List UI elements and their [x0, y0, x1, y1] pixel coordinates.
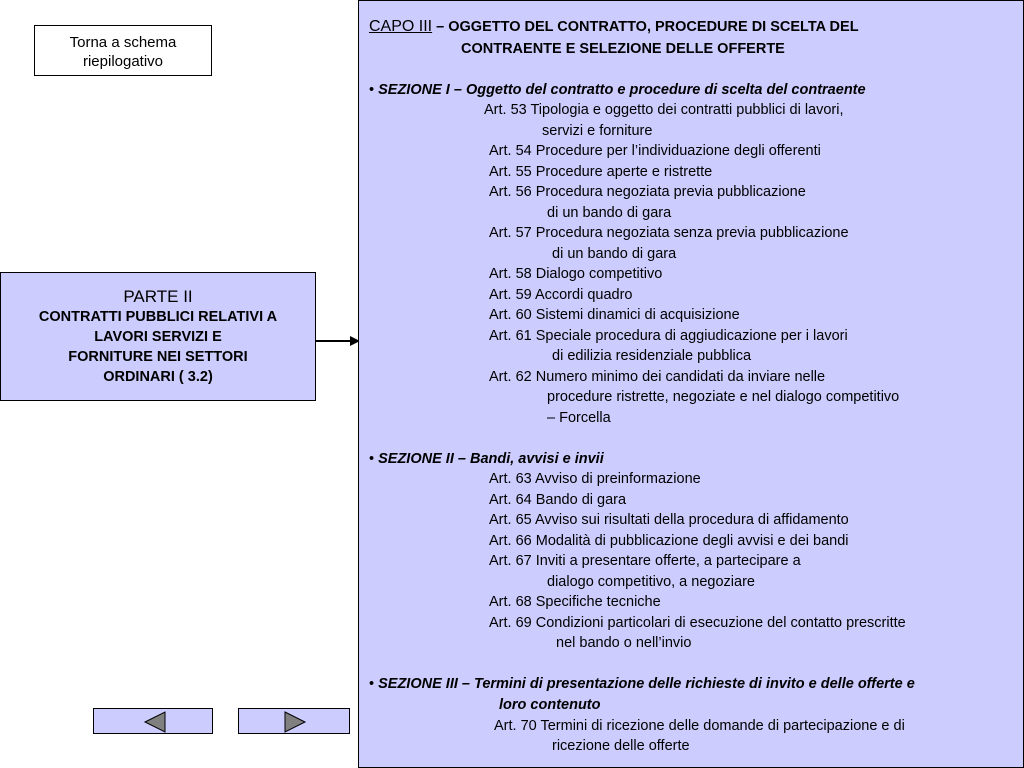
article-line: di un bando di gara	[547, 205, 672, 221]
bullet-icon: •	[369, 451, 375, 467]
article-line: procedure ristrette, negoziate e nel dialogo competitivo	[547, 389, 900, 405]
article-line: di un bando di gara	[552, 246, 677, 262]
section-3-label-line2: loro contenuto	[499, 697, 601, 713]
section-2-heading	[369, 449, 604, 469]
article-line: Art. 69 Condizioni particolari di esecuzione del contatto prescritte	[489, 615, 906, 631]
triangle-left-icon	[94, 709, 214, 735]
capo-heading	[369, 17, 859, 37]
article-line: Art. 62 Numero minimo dei candidati da inviare nelle	[489, 369, 826, 385]
article-line: Art. 56 Procedura negoziata previa pubblicazione	[489, 184, 806, 200]
back-link-line1: Torna a schema	[69, 34, 177, 51]
article-line: di edilizia residenziale pubblica	[552, 348, 752, 364]
section-3-heading	[369, 674, 915, 694]
article-line: Art. 58 Dialogo competitivo	[489, 266, 663, 282]
bullet-icon: •	[369, 676, 375, 692]
article-line: Art. 59 Accordi quadro	[489, 287, 633, 303]
section-1-heading	[369, 80, 866, 100]
article-line: Art. 53 Tipologia e oggetto dei contratti pubblici di lavori,	[484, 102, 844, 118]
article-line: Art. 60 Sistemi dinamici di acquisizione	[489, 307, 740, 323]
back-to-summary-link[interactable]	[34, 25, 212, 76]
capo-iii-panel	[358, 0, 1024, 768]
triangle-right-icon	[239, 709, 351, 735]
article-line: Art. 61 Speciale procedura di aggiudicazione per i lavori	[489, 328, 848, 344]
back-link-line2: riepilogativo	[82, 53, 164, 70]
article-line: Art. 57 Procedura negoziata senza previa pubblicazione	[489, 225, 849, 241]
capo-heading-line2: CONTRAENTE E SELEZIONE DELLE OFFERTE	[461, 41, 785, 57]
parte-ii-box	[0, 272, 316, 401]
section-3-label: SEZIONE III – Termini di presentazione delle richieste di invito e delle offerte e	[378, 676, 915, 692]
section-2-label: SEZIONE II – Bandi, avvisi e invii	[378, 451, 604, 467]
article-line: Art. 70 Termini di ricezione delle domande di partecipazione e di	[494, 718, 905, 734]
capo-heading-line1: – OGGETTO DEL CONTRATTO, PROCEDURE DI SCELTA DEL	[436, 19, 859, 35]
prev-slide-button[interactable]	[93, 708, 213, 734]
next-slide-button[interactable]	[238, 708, 350, 734]
bullet-icon: •	[369, 82, 375, 98]
capo-title: CAPO III	[369, 18, 433, 35]
article-line: Art. 66 Modalità di pubblicazione degli avvisi e dei bandi	[489, 533, 849, 549]
section-1-label: SEZIONE I – Oggetto del contratto e procedure di scelta del contraente	[378, 82, 866, 98]
article-line: dialogo competitivo, a negoziare	[547, 574, 755, 590]
article-line: Art. 68 Specifiche tecniche	[489, 594, 661, 610]
article-line: Art. 63 Avviso di preinformazione	[489, 471, 701, 487]
article-line: – Forcella	[547, 410, 611, 426]
article-line: nel bando o nell’invio	[556, 635, 692, 651]
article-line: Art. 54 Procedure per l’individuazione degli offerenti	[489, 143, 821, 159]
article-line: ricezione delle offerte	[552, 738, 690, 754]
article-line: Art. 65 Avviso sui risultati della procedura di affidamento	[489, 512, 849, 528]
parte-subtitle-line1: CONTRATTI PUBBLICI RELATIVI A	[38, 309, 278, 325]
parte-subtitle-line2: LAVORI SERVIZI E	[94, 329, 222, 345]
parte-title: PARTE II	[123, 287, 193, 306]
article-line: Art. 64 Bando di gara	[489, 492, 627, 508]
article-line: Art. 55 Procedure aperte e ristrette	[489, 164, 713, 180]
article-line: Art. 67 Inviti a presentare offerte, a partecipare a	[489, 553, 801, 569]
article-line: servizi e forniture	[542, 123, 653, 139]
parte-subtitle-line4: ORDINARI ( 3.2)	[103, 369, 213, 385]
parte-subtitle-line3: FORNITURE NEI SETTORI	[68, 349, 248, 365]
